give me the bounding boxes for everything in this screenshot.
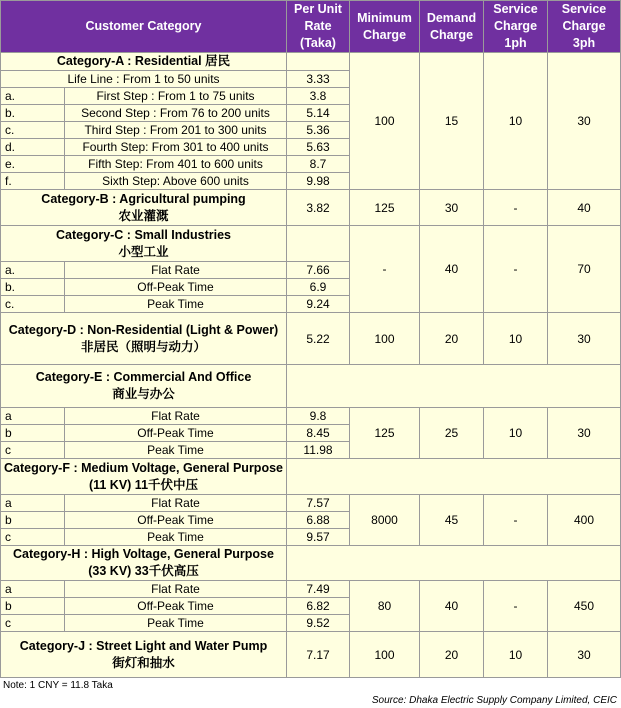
row-label: Off-Peak Time [65, 598, 287, 615]
category-b-minimum-charge: 125 [350, 190, 420, 226]
category-h-blank [287, 546, 621, 581]
category-d-rate: 5.22 [287, 313, 350, 365]
category-c-row [1, 226, 621, 262]
category-j-demand-charge: 20 [420, 632, 484, 678]
category-f-service-3ph: 400 [548, 495, 621, 546]
category-h-title: Category-H : High Voltage, General Purpose (33 KV) 33千伏高压 [1, 546, 287, 581]
category-c-minimum-charge: - [350, 226, 420, 313]
category-b-row [1, 190, 621, 226]
row-label: Off-Peak Time [65, 425, 287, 442]
row-rate: 9.52 [287, 615, 350, 632]
row-letter: b. [1, 105, 65, 122]
row-letter: a [1, 581, 65, 598]
category-b-title: Category-B : Agricultural pumping 农业灌溉 [1, 190, 287, 226]
row-rate: 9.98 [287, 173, 350, 190]
row-letter: c [1, 615, 65, 632]
row-letter: c. [1, 122, 65, 139]
category-e-title: Category-E : Commercial And Office 商业与办公 [1, 365, 287, 408]
lifeline-rate: 3.33 [287, 71, 350, 88]
row-label: Peak Time [65, 296, 287, 313]
category-d-minimum-charge: 100 [350, 313, 420, 365]
row-rate: 6.88 [287, 512, 350, 529]
category-f-service-1ph: - [484, 495, 548, 546]
row-letter: b [1, 512, 65, 529]
category-b-rate: 3.82 [287, 190, 350, 226]
category-e-service-3ph: 30 [548, 408, 621, 459]
row-label: Third Step : From 201 to 300 units [65, 122, 287, 139]
row-rate: 9.24 [287, 296, 350, 313]
row-letter: b. [1, 279, 65, 296]
row-rate: 5.63 [287, 139, 350, 156]
header-row [1, 1, 621, 53]
category-c-demand-charge: 40 [420, 226, 484, 313]
category-d-demand-charge: 20 [420, 313, 484, 365]
row-label: Peak Time [65, 529, 287, 546]
row-letter: e. [1, 156, 65, 173]
category-f-demand-charge: 45 [420, 495, 484, 546]
footnote: Note: 1 CNY = 11.8 Taka [3, 680, 113, 691]
header-rate: Per Unit Rate (Taka) [287, 1, 350, 53]
row-label: First Step : From 1 to 75 units [65, 88, 287, 105]
table-row [1, 581, 621, 598]
row-letter: a [1, 495, 65, 512]
category-c-service-3ph: 70 [548, 226, 621, 313]
row-letter: f. [1, 173, 65, 190]
category-d-service-1ph: 10 [484, 313, 548, 365]
category-c-rate-blank [287, 226, 350, 262]
row-letter: c [1, 442, 65, 459]
category-e-row [1, 365, 621, 408]
category-d-service-3ph: 30 [548, 313, 621, 365]
category-h-row [1, 546, 621, 581]
category-j-service-3ph: 30 [548, 632, 621, 678]
category-b-service-1ph: - [484, 190, 548, 226]
header-service-charge-1ph: Service Charge 1ph [484, 1, 548, 53]
header-minimum-charge: Minimum Charge [350, 1, 420, 53]
row-rate: 7.57 [287, 495, 350, 512]
row-label: Flat Rate [65, 408, 287, 425]
category-h-service-3ph: 450 [548, 581, 621, 632]
row-letter: c. [1, 296, 65, 313]
row-label: Fourth Step: From 301 to 400 units [65, 139, 287, 156]
row-letter: d. [1, 139, 65, 156]
row-rate: 9.8 [287, 408, 350, 425]
row-letter: b [1, 598, 65, 615]
row-rate: 9.57 [287, 529, 350, 546]
category-h-service-1ph: - [484, 581, 548, 632]
row-rate: 11.98 [287, 442, 350, 459]
row-label: Off-Peak Time [65, 279, 287, 296]
category-f-title: Category-F : Medium Voltage, General Purpose (11 KV) 11千伏中压 [1, 459, 287, 495]
category-b-service-3ph: 40 [548, 190, 621, 226]
category-e-minimum-charge: 125 [350, 408, 420, 459]
category-b-demand-charge: 30 [420, 190, 484, 226]
row-rate: 7.66 [287, 262, 350, 279]
row-rate: 8.7 [287, 156, 350, 173]
category-a-service-1ph: 10 [484, 53, 548, 190]
row-label: Flat Rate [65, 495, 287, 512]
row-letter: a. [1, 262, 65, 279]
category-j-row [1, 632, 621, 678]
category-j-service-1ph: 10 [484, 632, 548, 678]
category-h-demand-charge: 40 [420, 581, 484, 632]
row-label: Fifth Step: From 401 to 600 units [65, 156, 287, 173]
row-letter: c [1, 529, 65, 546]
category-d-title: Category-D : Non-Residential (Light & Power) 非居民（照明与动力） [1, 313, 287, 365]
source-credit: Source: Dhaka Electric Supply Company Limited, CEIC [371, 695, 617, 706]
category-a-rate-blank [287, 53, 350, 71]
header-service-charge-3ph: Service Charge 3ph [548, 1, 621, 53]
category-d-row [1, 313, 621, 365]
category-e-demand-charge: 25 [420, 408, 484, 459]
row-label: Off-Peak Time [65, 512, 287, 529]
category-j-title: Category-J : Street Light and Water Pump 街灯和抽水 [1, 632, 287, 678]
category-c-service-1ph: - [484, 226, 548, 313]
header-demand-charge: Demand Charge [420, 1, 484, 53]
lifeline-label: Life Line : From 1 to 50 units [1, 71, 287, 88]
category-a-demand-charge: 15 [420, 53, 484, 190]
row-letter: a. [1, 88, 65, 105]
category-h-minimum-charge: 80 [350, 581, 420, 632]
row-label: Flat Rate [65, 262, 287, 279]
row-letter: a [1, 408, 65, 425]
category-a-minimum-charge: 100 [350, 53, 420, 190]
row-label: Peak Time [65, 615, 287, 632]
row-rate: 3.8 [287, 88, 350, 105]
row-label: Second Step : From 76 to 200 units [65, 105, 287, 122]
category-c-title: Category-C : Small Industries 小型工业 [1, 226, 287, 262]
row-rate: 6.82 [287, 598, 350, 615]
row-rate: 5.14 [287, 105, 350, 122]
category-a-service-3ph: 30 [548, 53, 621, 190]
category-a-title: Category-A : Residential 居民 [1, 53, 287, 71]
row-rate: 6.9 [287, 279, 350, 296]
table-row [1, 408, 621, 425]
row-label: Sixth Step: Above 600 units [65, 173, 287, 190]
header-customer-category: Customer Category [1, 1, 287, 53]
row-label: Flat Rate [65, 581, 287, 598]
row-letter: b [1, 425, 65, 442]
category-a-row [1, 53, 621, 71]
category-j-minimum-charge: 100 [350, 632, 420, 678]
row-label: Peak Time [65, 442, 287, 459]
category-e-service-1ph: 10 [484, 408, 548, 459]
category-e-blank [287, 365, 621, 408]
category-f-minimum-charge: 8000 [350, 495, 420, 546]
row-rate: 8.45 [287, 425, 350, 442]
category-f-row [1, 459, 621, 495]
category-j-rate: 7.17 [287, 632, 350, 678]
category-f-blank [287, 459, 621, 495]
table-row [1, 495, 621, 512]
row-rate: 5.36 [287, 122, 350, 139]
row-rate: 7.49 [287, 581, 350, 598]
